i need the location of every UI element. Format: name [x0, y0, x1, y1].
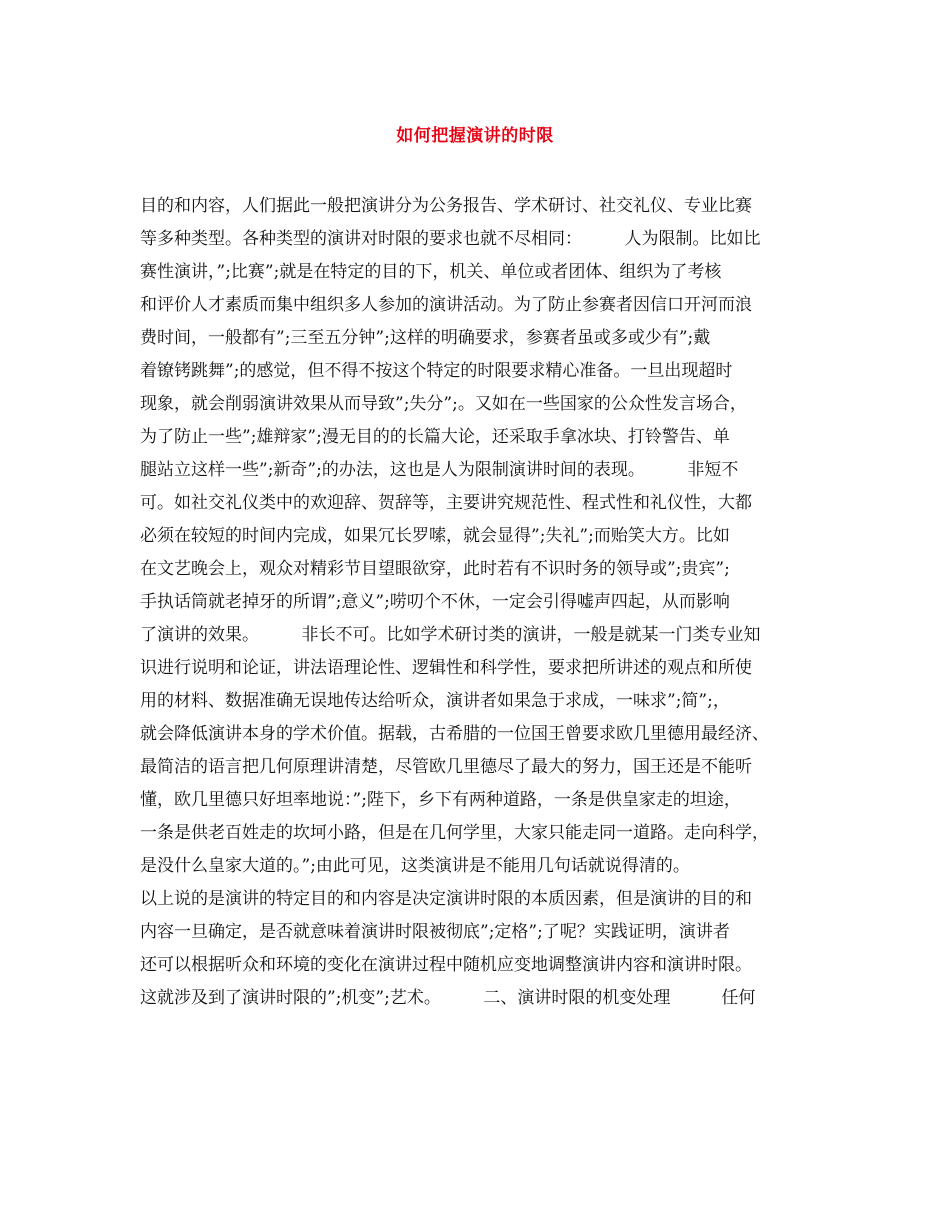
body-line: 识进行说明和论证，讲法语理论性、逻辑性和科学性，要求把所讲述的观点和所使 — [140, 658, 752, 678]
document-title: 如何把握演讲的时限 — [396, 126, 554, 146]
body-line: 还可以根据听众和环境的变化在演讲过程中随机应变地调整演讲内容和演讲时限。 — [140, 955, 752, 975]
body-line: 最简洁的语言把几何原理讲清楚，尽管欧几里德尽了最大的努力，国王还是不能听 — [140, 757, 752, 777]
body-line: 赛性演讲，”;比赛”;就是在特定的目的下，机关、单位或者团体、组织为了考核 — [140, 262, 722, 282]
body-line: 手执话筒就老掉牙的所谓”;意义”;唠叨个不休，一定会引得嘘声四起，从而影响 — [140, 592, 730, 612]
body-line: 可。如社交礼仪类中的欢迎辞、贺辞等，主要讲究规范性、程式性和礼仪性，大都 — [140, 493, 752, 513]
body-line: 懂，欧几里德只好坦率地说：”;陛下，乡下有两种道路，一条是供皇家走的坦途， — [140, 790, 741, 810]
body-line: 了演讲的效果。 非长不可。比如学术研讨类的演讲，一般是就某一门类专业知 — [140, 625, 761, 645]
body-line: 这就涉及到了演讲时限的”;机变”;艺术。 二、演讲时限的机变处理 任何 — [140, 988, 756, 1008]
body-line: 现象，就会削弱演讲效果从而导致”;失分”;。又如在一些国家的公众性发言场合， — [140, 394, 747, 414]
body-line: 腿站立这样一些”;新奇”;的办法，这也是人为限制演讲时间的表现。 非短不 — [140, 460, 739, 480]
body-line: 为了防止一些”;雄辩家”;漫无目的的长篇大论，还采取手拿冰块、打铃警告、单 — [140, 427, 730, 447]
body-line: 是没什么皇家大道的。”;由此可见，这类演讲是不能用几句话就说得清的。 — [140, 856, 690, 876]
body-line: 就会降低演讲本身的学术价值。据载，古希腊的一位国王曾要求欧几里德用最经济、 — [140, 724, 769, 744]
body-line: 和评价人才素质而集中组织多人参加的演讲活动。为了防止参赛者因信口开河而浪 — [140, 295, 752, 315]
body-line: 等多种类型。各种类型的演讲对时限的要求也就不尽相同： 人为限制。比如比 — [140, 229, 761, 249]
body-line: 着镣铐跳舞”;的感觉，但不得不按这个特定的时限要求精心准备。一旦出现超时 — [140, 361, 733, 381]
document-body — [140, 190, 820, 1015]
body-line: 用的材料、数据准确无误地传达给听众，演讲者如果急于求成，一味求”;简”;， — [140, 691, 730, 711]
body-line: 必须在较短的时间内完成，如果冗长罗嗦，就会显得”;失礼”;而贻笑大方。比如 — [140, 526, 730, 546]
body-line: 费时间，一般都有”;三至五分钟”;这样的明确要求，参赛者虽或多或少有”;戴 — [140, 328, 711, 348]
body-line: 以上说的是演讲的特定目的和内容是决定演讲时限的本质因素，但是演讲的目的和 — [140, 889, 752, 909]
body-line: 一条是供老百姓走的坎坷小路，但是在几何学里，大家只能走同一道路。走向科学， — [140, 823, 769, 843]
body-line: 内容一旦确定，是否就意味着演讲时限被彻底”;定格”;了呢？实践证明，演讲者 — [140, 922, 730, 942]
body-line: 目的和内容，人们据此一般把演讲分为公务报告、学术研讨、社交礼仪、专业比赛 — [140, 196, 752, 216]
body-line: 在文艺晚会上，观众对精彩节目望眼欲穿，此时若有不识时务的领导或”;贵宾”; — [140, 559, 730, 579]
